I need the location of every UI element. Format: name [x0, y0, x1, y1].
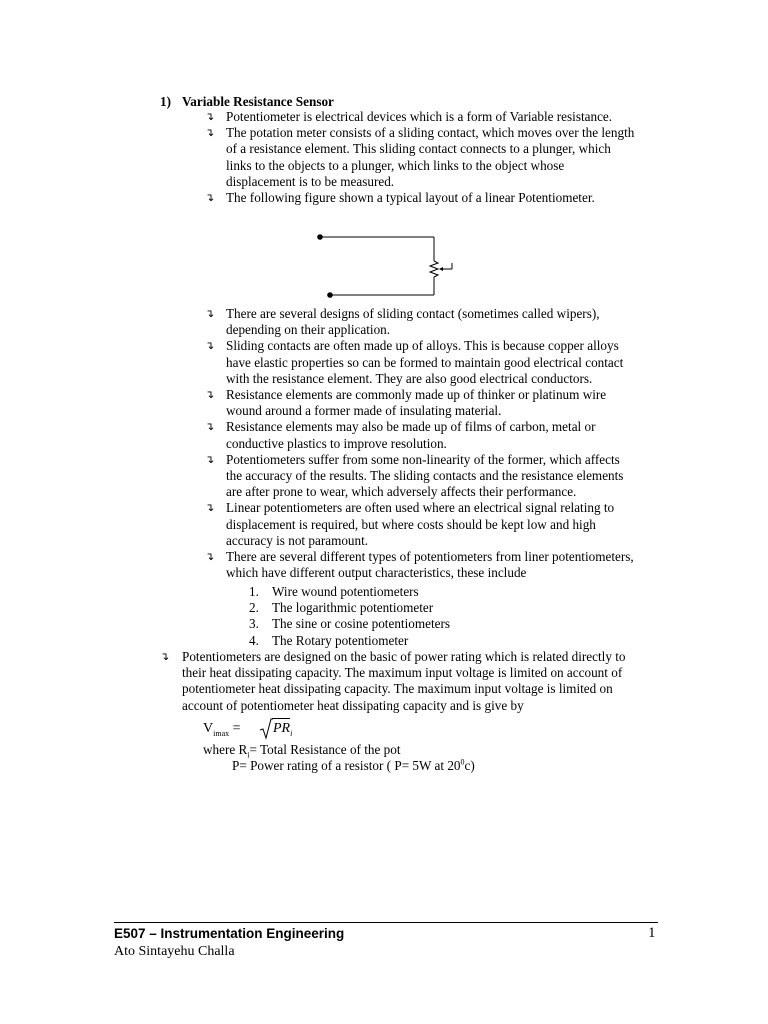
- detail_bullets-line: Linear potentiometers are often used where an electrical signal relating to: [226, 500, 615, 516]
- type-number: 1.: [249, 584, 259, 599]
- detail_bullets-line: Resistance elements may also be made up of films of carbon, metal or: [226, 419, 596, 435]
- detail_bullets-line: are after prone to wear, which adversely affects their performance.: [226, 484, 577, 500]
- bullet-icon: ↴: [205, 110, 215, 123]
- detail_bullets-line: which have different output characteristics, these include: [226, 565, 527, 581]
- bullet-icon: ↴: [205, 420, 215, 434]
- where-1-sub: i: [247, 750, 250, 760]
- detail_bullets-line: depending on their application.: [226, 322, 391, 338]
- type-text: The sine or cosine potentiometers: [272, 616, 450, 632]
- intro_bullets-line: Potentiometer is electrical devices which is a form of Variable resistance.: [226, 109, 613, 124]
- intro_bullets-line: displacement is to be measured.: [226, 173, 395, 189]
- bullet-icon: ↴: [205, 550, 215, 563]
- power-line: Potentiometers are designed on the basic of power rating which is related directly to: [182, 649, 626, 664]
- bullet-icon: ↴: [205, 191, 215, 204]
- section-number: 1): [160, 94, 171, 109]
- where-1-rest: = Total Resistance of the pot: [249, 742, 401, 757]
- footer-author: Ato Sintayehu Challa: [114, 944, 235, 959]
- where-2-prefix: P= Power rating of a resistor ( P= 5W at 20: [232, 758, 461, 773]
- resistor-zigzag: [430, 261, 438, 277]
- bullet-icon: ↴: [205, 452, 215, 466]
- detail_bullets-line: accuracy is not paramount.: [226, 532, 369, 548]
- footer-rule: [114, 922, 658, 923]
- where-line-1: [203, 742, 400, 758]
- section-title: Variable Resistance Sensor: [182, 94, 334, 109]
- type-text: The Rotary potentiometer: [272, 632, 409, 648]
- formula-lhs: V: [203, 721, 214, 736]
- bullet-icon: ↴: [205, 501, 215, 515]
- type-number: 2.: [249, 600, 259, 616]
- where-1-prefix: where R: [203, 742, 248, 757]
- type-number: 4.: [249, 632, 259, 648]
- bullet-icon: ↴: [205, 126, 215, 140]
- formula-lhs-sub: imax: [213, 728, 230, 738]
- radicand-sub: i: [290, 728, 293, 738]
- where-2-rest: c): [464, 758, 475, 773]
- type-text: Wire wound potentiometers: [272, 584, 419, 599]
- intro_bullets-line: of a resistance element. This sliding contact connects to a plunger, which: [226, 141, 611, 157]
- formula-equals: =: [229, 721, 241, 736]
- detail_bullets-line: conductive plastics to improve resolution.: [226, 435, 447, 451]
- where-line-2: [232, 758, 475, 774]
- detail_bullets-line: with the resistance element. They are also good electrical conductors.: [226, 370, 593, 386]
- detail_bullets-line: the accuracy of the results. The sliding contacts and the resistance elements: [226, 468, 624, 483]
- power-line: potentiometer heat dissipating capacity. The maximum input voltage is limited on: [182, 681, 613, 697]
- radical-vinculum: [272, 718, 290, 719]
- detail_bullets-line: Resistance elements are commonly made up of thinker or platinum wire: [226, 387, 607, 402]
- bullet-icon: ↴: [205, 339, 215, 353]
- detail_bullets-line: There are several different types of potentiometers from liner potentiometers,: [226, 549, 634, 564]
- intro_bullets-line: The following figure shown a typical layout of a linear Potentiometer.: [226, 190, 595, 205]
- detail_bullets-line: wound around a former made of insulating material.: [226, 403, 502, 419]
- bullet-icon: ↴: [205, 388, 215, 401]
- formula-radicand: [273, 720, 292, 738]
- detail_bullets-line: Sliding contacts are often made up of alloys. This is because copper alloys: [226, 338, 619, 354]
- type-number: 3.: [249, 616, 259, 632]
- detail_bullets-line: There are several designs of sliding contact (sometimes called wipers),: [226, 306, 600, 321]
- footer-page-number: 1: [648, 925, 656, 941]
- where-2-sup: 0: [460, 757, 465, 767]
- detail_bullets-line: displacement is required, but where costs should be kept low and high: [226, 516, 596, 532]
- power-line: account of potentiometer heat dissipating capacity and is give by: [182, 697, 524, 713]
- detail_bullets-line: have elastic properties so can be formed to maintain good electrical contact: [226, 354, 624, 370]
- detail_bullets-line: Potentiometers suffer from some non-linearity of the former, which affects: [226, 451, 620, 467]
- bullet-icon: ↴: [160, 650, 170, 663]
- vmax-formula: [203, 720, 241, 738]
- radicand-main: PR: [273, 721, 291, 736]
- footer-course: E507 – Instrumentation Engineering: [114, 926, 345, 941]
- bullet-icon: ↴: [205, 307, 215, 320]
- square-root-icon: [259, 718, 273, 740]
- terminal-bottom: [327, 292, 333, 298]
- potentiometer-figure: [300, 225, 470, 307]
- wiper-arrow: [439, 267, 443, 271]
- type-text: The logarithmic potentiometer: [272, 600, 434, 616]
- intro_bullets-line: The potation meter consists of a sliding contact, which moves over the length: [226, 125, 635, 141]
- power-line: their heat dissipating capacity. The maximum input voltage is limited on account of: [182, 665, 623, 681]
- intro_bullets-line: links to the objects to a plunger, which links to the object whose: [226, 157, 565, 173]
